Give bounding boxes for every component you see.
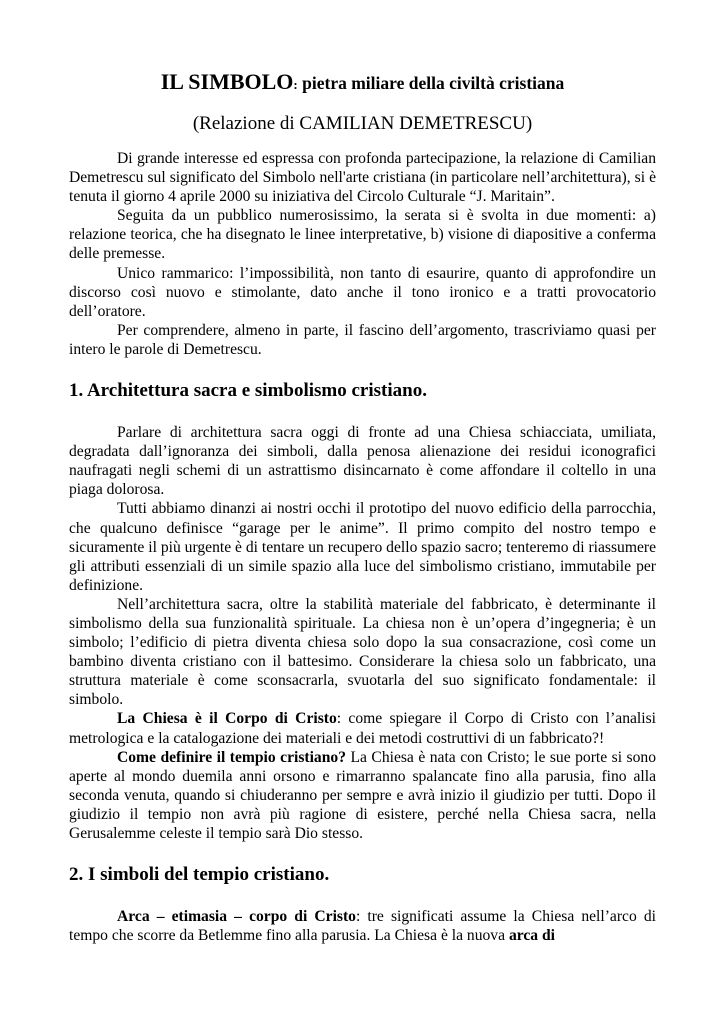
paragraph-text: : come spiegare il Corpo di Cristo con l’analisi metrologica e la catalogazione dei materiali e dei metodi costruttivi di un fabbricato?! [69,710,656,747]
section1-paragraph: Nell’architettura sacra, oltre la stabilità materiale del fabbricato, è determinante il simbolismo della sua funzionalità spirituale. La chiesa non è un’opera d’ingegneria; è un simbolo; l’edificio di pietra diventa chiesa solo dopo la sua consacrazione, così come un bambino diventa cristiano con il battesimo. Considerare la chiesa solo un fabbricato, una struttura materiale è come sconsacrarla, svuotarla del suo significato fondamentale: il simbolo. [69,595,656,709]
paragraph-text: : tre significati assume la Chiesa nell’arco di tempo che scorre da Betlemme fino alla parusia. La Chiesa è la nuova [69,908,656,945]
title-rest: pietra miliare della civiltà cristiana [297,73,565,93]
intro-paragraph: Di grande interesse ed espressa con profonda partecipazione, la relazione di Camilian Demetrescu sul significato del Simbolo nell'arte cristiana (in particolare nell’architettura), si è tenuta il giorno 4 aprile 2000 su iniziativa del Circolo Culturale “J. Maritain”. [69,150,656,206]
intro-paragraph: Seguita da un pubblico numerosissimo, la serata si è svolta in due momenti: a) relazione teorica, che ha disegnato le linee interpretative, b) visione di diapositive a conferma delle premesse. [69,207,656,263]
document-subtitle: (Relazione di CAMILIAN DEMETRESCU) [192,113,533,134]
intro-paragraph: Unico rammarico: l’impossibilità, non tanto di esaurire, quanto di approfondire un discorso così nuovo e stimolante, dato anche il tono ironico e a tratti provocatorio dell’oratore. [69,264,656,320]
bold-phrase: Come definire il tempio cristiano? [117,748,346,766]
title-main: IL SIMBOLO [160,69,294,94]
section-heading-2: 2. I simboli del tempio cristiano. [69,864,330,886]
section1-paragraph [69,709,656,747]
bold-phrase: La Chiesa è il Corpo di Cristo [117,710,337,728]
section1-paragraph: Parlare di architettura sacra oggi di fronte ad una Chiesa schiacciata, umiliata, degradata dall’ignoranza dei simboli, dalla penosa alienazione dei residui iconografici naufragati negli schemi di un astrattismo disincarnato è come affondare il coltello in una piaga dolorosa. [69,424,656,499]
paragraph-text: La Chiesa è nata con Cristo; le sue porte si sono aperte al mondo duemila anni orsono e rimarranno spalancate fino alla parusia, fino alla seconda venuta, quando si chiuderanno per sempre e avrà inizio il giudizio per tutti. Dopo il giudizio il tempio non avrà più ragione di esistere, perché nella Chiesa sacra, nella Gerusalemme celeste il tempio sarà Dio stesso. [69,748,657,842]
section1-paragraph: Tutti abbiamo dinanzi ai nostri occhi il prototipo del nuovo edificio della parrocchia, che qualcuno definisce “garage per le anime”. Il primo compito del nostro tempo e sicuramente il più urgente è di tentare un recupero dello spazio sacro; tenteremo di riassumere gli attributi essenziali di un simile spazio alla luce del simbolismo cristiano, immutabile per definizione. [69,500,656,594]
section2-paragraph [69,907,656,945]
section-heading-1: 1. Architettura sacra e simbolismo cristiano. [69,380,427,402]
bold-phrase: arca di [508,927,555,945]
document-page [69,64,656,945]
bold-phrase: Arca – etimasia – corpo di Cristo [117,908,356,926]
title-separator: : [293,77,298,92]
intro-paragraph: Per comprendere, almeno in parte, il fascino dell’argomento, trascriviamo quasi per intero le parole di Demetrescu. [69,321,656,358]
section1-paragraph [69,748,656,843]
document-title [69,64,656,99]
